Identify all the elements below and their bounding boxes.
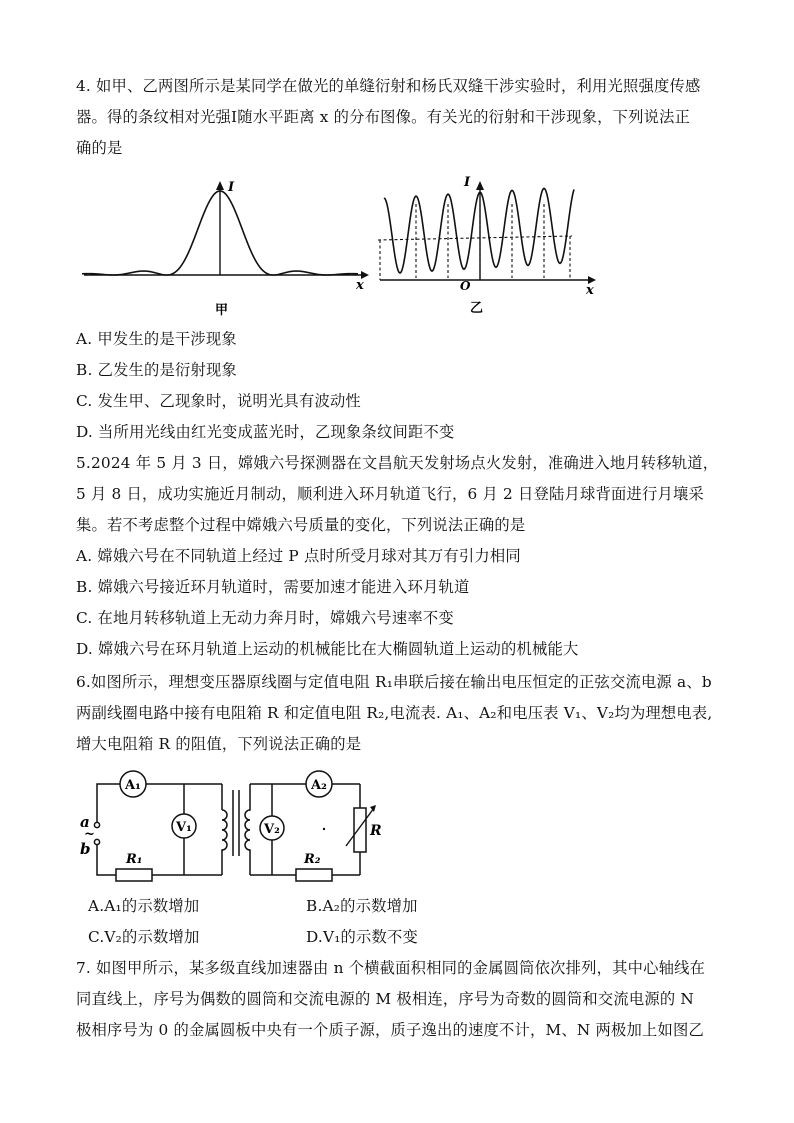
q6-stem-line-1: 6.如图所示，理想变压器原线圈与定值电阻 R₁串联后接在输出电压恒定的正弦交流电源 a、b [76,673,712,691]
interference-graph [378,175,596,316]
q5-stem-line-2: 5 月 8 日，成功实施近月制动，顺利进入环月轨道飞行，6 月 2 日登陆月球背面进行月壤采 [76,485,704,503]
q5-option-d: D. 嫦娥六号在环月轨道上运动的机械能比在大椭圆轨道上运动的机械能大 [76,640,579,658]
svg-text:R₂: R₂ [304,852,321,867]
q6-option-d: D.V₁的示数不变 [306,928,419,946]
figure-caption-yi: 乙 [470,301,484,316]
q4-option-a: A. 甲发生的是干涉现象 [76,330,237,348]
q5-option-b: B. 嫦娥六号接近环月轨道时，需要加速才能进入环月轨道 [76,578,470,596]
svg-text:A₂: A₂ [311,778,327,793]
svg-text:A₁: A₁ [125,778,141,793]
q6-option-c: C.V₂的示数增加 [88,928,200,946]
ac-source-symbol: ~ [84,827,95,842]
q6-option-a: A.A₁的示数增加 [88,897,200,915]
terminal-label-b: b [80,840,91,858]
figure-caption-jia: 甲 [215,303,229,318]
svg-text:V₂: V₂ [264,822,280,837]
q4-option-b: B. 乙发生的是衍射现象 [76,361,238,379]
q5-stem-line-3: 集。若不考虑整个过程中嫦娥六号质量的变化，下列说法正确的是 [76,516,526,534]
axis-label-I: I [464,175,471,190]
q5-option-c: C. 在地月转移轨道上无动力奔月时，嫦娥六号速率不变 [76,609,454,627]
q7-stem-line-2: 同直线上，序号为偶数的圆筒和交流电源的 M 极相连，序号为奇数的圆筒和交流电源的 N [76,990,695,1008]
q4-stem-line-3: 确的是 [76,139,123,157]
q6-stem-line-2: 两副线圈电路中接有电阻箱 R 和定值电阻 R₂,电流表. A₁、A₂和电压表 V₁、V₂均为理想电表, [76,704,713,722]
q4-option-d: D. 当所用光线由红光变成蓝光时，乙现象条纹间距不变 [76,423,455,441]
svg-text:R₁: R₁ [126,852,143,867]
variable-resistor-r [346,805,382,852]
axis-label-I: I [228,180,235,195]
ammeter-a1 [120,771,146,797]
voltmeter-v2 [260,816,284,840]
ammeter-a2 [306,771,332,797]
q4-figures [78,174,598,324]
transformer-circuit-diagram [70,762,410,890]
q4-stem-line-2: 器。得的条纹相对光强I随水平距离 x 的分布图像。有关光的衍射和干涉现象，下列说法正 [76,108,691,126]
voltmeter-v1 [172,814,196,838]
q6-stem-line-3: 增大电阻箱 R 的阻值，下列说法正确的是 [76,735,362,753]
svg-text:R: R [370,823,382,839]
diffraction-graph [82,180,369,318]
q4-option-c: C. 发生甲、乙现象时，说明光具有波动性 [76,392,361,410]
terminal-label-a: a [80,813,90,831]
axis-label-x: x [586,283,594,298]
q7-stem-line-1: 7. 如图甲所示，某多级直线加速器由 n 个横截面积相同的金属圆筒依次排列，其中心轴线在 [76,959,706,977]
q6-option-b: B.A₂的示数增加 [306,897,418,915]
q7-stem-line-3: 极相序号为 0 的金属圆板中央有一个质子源，质子逸出的速度不计，M、N 两极加上如图乙 [76,1021,704,1039]
q5-option-a: A. 嫦娥六号在不同轨道上经过 P 点时所受月球对其万有引力相同 [76,547,521,565]
svg-text:V₁: V₁ [176,820,192,835]
axis-label-x: x [356,278,364,293]
resistor-r2 [296,852,332,881]
origin-label-O: O [460,279,471,293]
q5-stem-line-1: 5.2024 年 5 月 3 日，嫦娥六号探测器在文昌航天发射场点火发射，准确进入地月转移轨道， [76,454,719,472]
q4-stem-line-1: 4. 如甲、乙两图所示是某同学在做光的单缝衍射和杨氏双缝干涉实验时，利用光照强度传感 [76,77,701,95]
resistor-r1 [116,852,152,881]
